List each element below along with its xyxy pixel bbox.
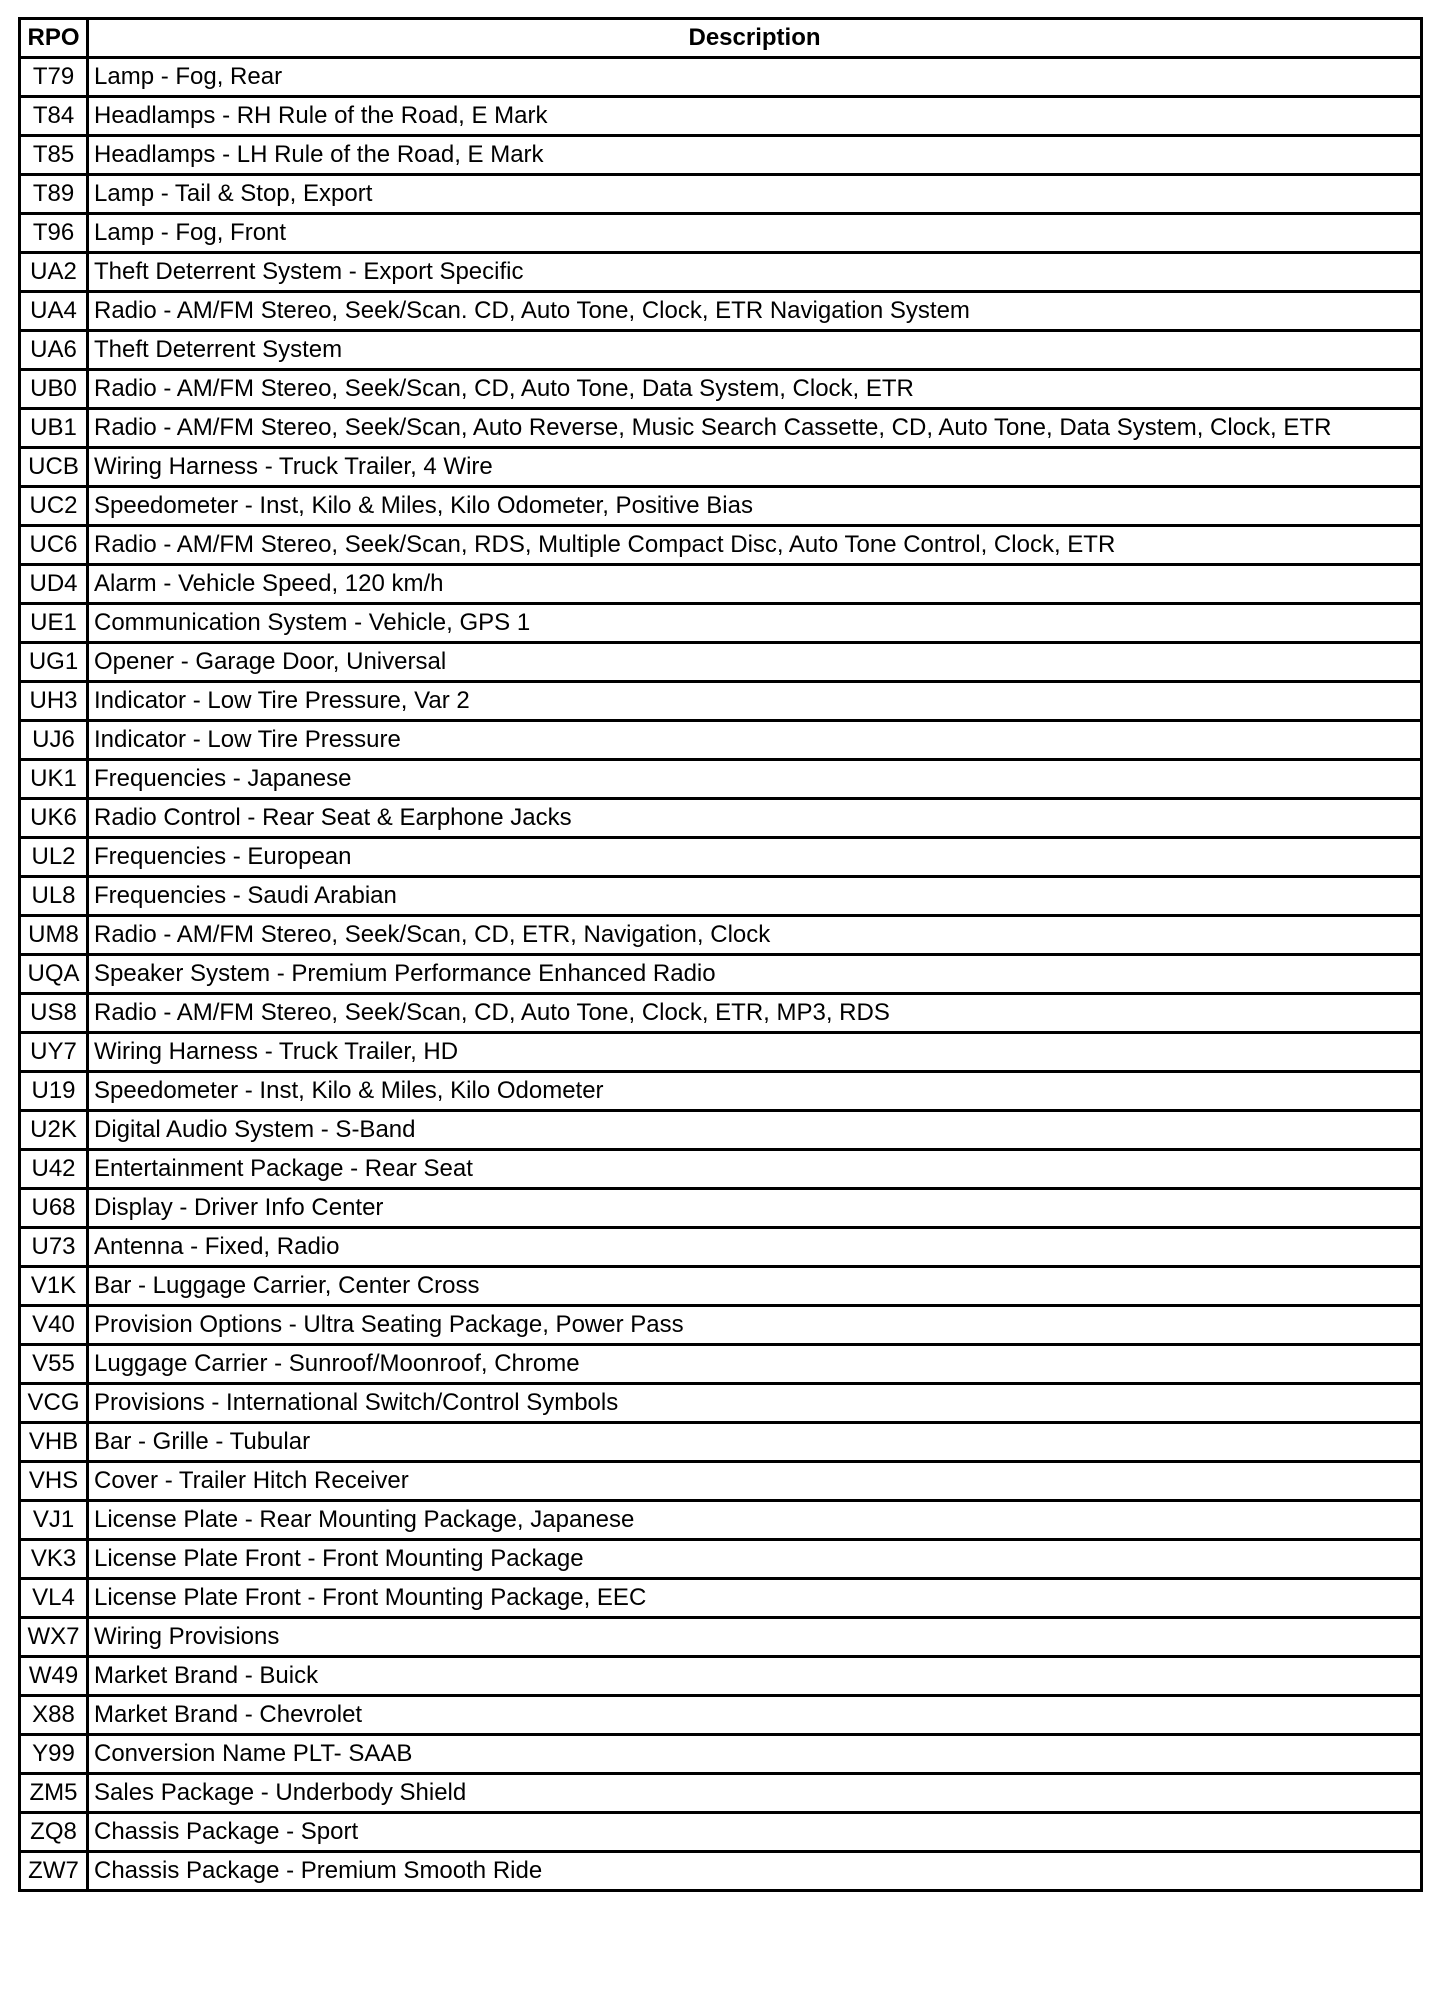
description-cell: Digital Audio System - S-Band [88, 1111, 1422, 1150]
table-row [20, 1072, 1422, 1111]
rpo-code-cell: UA6 [20, 331, 88, 370]
table-row [20, 799, 1422, 838]
description-cell: Indicator - Low Tire Pressure [88, 721, 1422, 760]
rpo-code-cell: U42 [20, 1150, 88, 1189]
table-row [20, 253, 1422, 292]
table-row [20, 682, 1422, 721]
description-cell: Speedometer - Inst, Kilo & Miles, Kilo Odometer, Positive Bias [88, 487, 1422, 526]
description-cell: Market Brand - Chevrolet [88, 1696, 1422, 1735]
rpo-code-cell: X88 [20, 1696, 88, 1735]
table-row [20, 1306, 1422, 1345]
table-row [20, 136, 1422, 175]
table-header [20, 19, 1422, 58]
table-row [20, 1657, 1422, 1696]
table-row [20, 1423, 1422, 1462]
rpo-code-cell: UG1 [20, 643, 88, 682]
description-cell: Theft Deterrent System - Export Specific [88, 253, 1422, 292]
table-row [20, 409, 1422, 448]
table-row [20, 331, 1422, 370]
description-cell: Speedometer - Inst, Kilo & Miles, Kilo Odometer [88, 1072, 1422, 1111]
description-cell: Luggage Carrier - Sunroof/Moonroof, Chrome [88, 1345, 1422, 1384]
rpo-code-cell: ZQ8 [20, 1813, 88, 1852]
description-cell: Radio - AM/FM Stereo, Seek/Scan, CD, ETR, Navigation, Clock [88, 916, 1422, 955]
rpo-code-cell: T84 [20, 97, 88, 136]
rpo-code-cell: UC6 [20, 526, 88, 565]
table-row [20, 916, 1422, 955]
description-cell: Lamp - Fog, Rear [88, 58, 1422, 97]
rpo-code-cell: UM8 [20, 916, 88, 955]
table-row [20, 1696, 1422, 1735]
description-cell: Frequencies - Japanese [88, 760, 1422, 799]
table-row [20, 1384, 1422, 1423]
description-cell: Radio - AM/FM Stereo, Seek/Scan, RDS, Multiple Compact Disc, Auto Tone Control, Clock, ETR [88, 526, 1422, 565]
rpo-code-cell: UY7 [20, 1033, 88, 1072]
rpo-code-cell: U2K [20, 1111, 88, 1150]
table-row [20, 526, 1422, 565]
rpo-code-cell: WX7 [20, 1618, 88, 1657]
rpo-code-cell: VHS [20, 1462, 88, 1501]
description-cell: License Plate Front - Front Mounting Package, EEC [88, 1579, 1422, 1618]
rpo-code-cell: UL2 [20, 838, 88, 877]
rpo-code-cell: UE1 [20, 604, 88, 643]
description-cell: Wiring Harness - Truck Trailer, 4 Wire [88, 448, 1422, 487]
table-row [20, 1462, 1422, 1501]
table-row [20, 1852, 1422, 1891]
description-cell: Radio - AM/FM Stereo, Seek/Scan, CD, Auto Tone, Clock, ETR, MP3, RDS [88, 994, 1422, 1033]
rpo-code-cell: UB0 [20, 370, 88, 409]
table-row [20, 994, 1422, 1033]
table-row [20, 1540, 1422, 1579]
table-row [20, 1618, 1422, 1657]
rpo-code-cell: UD4 [20, 565, 88, 604]
description-cell: Lamp - Fog, Front [88, 214, 1422, 253]
description-cell: Provision Options - Ultra Seating Package, Power Pass [88, 1306, 1422, 1345]
header-description: Description [88, 19, 1422, 58]
description-cell: Display - Driver Info Center [88, 1189, 1422, 1228]
table-row [20, 643, 1422, 682]
rpo-code-cell: VHB [20, 1423, 88, 1462]
table-row [20, 1150, 1422, 1189]
rpo-code-cell: Y99 [20, 1735, 88, 1774]
rpo-code-cell: UJ6 [20, 721, 88, 760]
rpo-code-cell: US8 [20, 994, 88, 1033]
table-body [20, 58, 1422, 1891]
description-cell: Lamp - Tail & Stop, Export [88, 175, 1422, 214]
rpo-code-cell: T79 [20, 58, 88, 97]
rpo-code-cell: V55 [20, 1345, 88, 1384]
rpo-code-cell: UCB [20, 448, 88, 487]
description-cell: Theft Deterrent System [88, 331, 1422, 370]
description-cell: Sales Package - Underbody Shield [88, 1774, 1422, 1813]
header-row [20, 19, 1422, 58]
table-row [20, 760, 1422, 799]
rpo-code-cell: UK1 [20, 760, 88, 799]
description-cell: Conversion Name PLT- SAAB [88, 1735, 1422, 1774]
table-row [20, 97, 1422, 136]
table-row [20, 1345, 1422, 1384]
rpo-code-cell: UH3 [20, 682, 88, 721]
description-cell: Entertainment Package - Rear Seat [88, 1150, 1422, 1189]
table-row [20, 448, 1422, 487]
rpo-code-cell: UC2 [20, 487, 88, 526]
rpo-code-cell: U68 [20, 1189, 88, 1228]
description-cell: Communication System - Vehicle, GPS 1 [88, 604, 1422, 643]
description-cell: Radio - AM/FM Stereo, Seek/Scan, Auto Reverse, Music Search Cassette, CD, Auto Tone, Data System, Clock, ETR [88, 409, 1422, 448]
table-row [20, 1111, 1422, 1150]
table-row [20, 565, 1422, 604]
table-row [20, 838, 1422, 877]
header-rpo: RPO [20, 19, 88, 58]
rpo-code-cell: UA2 [20, 253, 88, 292]
rpo-code-cell: UQA [20, 955, 88, 994]
rpo-code-cell: UB1 [20, 409, 88, 448]
description-cell: Wiring Harness - Truck Trailer, HD [88, 1033, 1422, 1072]
table-row [20, 604, 1422, 643]
rpo-code-cell: W49 [20, 1657, 88, 1696]
rpo-table [18, 17, 1423, 1892]
table-row [20, 370, 1422, 409]
rpo-code-cell: V40 [20, 1306, 88, 1345]
rpo-code-cell: ZW7 [20, 1852, 88, 1891]
rpo-code-cell: T85 [20, 136, 88, 175]
description-cell: Frequencies - European [88, 838, 1422, 877]
table-row [20, 1501, 1422, 1540]
description-cell: Alarm - Vehicle Speed, 120 km/h [88, 565, 1422, 604]
rpo-code-cell: T89 [20, 175, 88, 214]
table-row [20, 955, 1422, 994]
rpo-code-cell: U73 [20, 1228, 88, 1267]
rpo-code-cell: VK3 [20, 1540, 88, 1579]
table-row [20, 214, 1422, 253]
table-row [20, 1033, 1422, 1072]
rpo-code-cell: VCG [20, 1384, 88, 1423]
rpo-code-cell: UL8 [20, 877, 88, 916]
description-cell: Frequencies - Saudi Arabian [88, 877, 1422, 916]
description-cell: Headlamps - RH Rule of the Road, E Mark [88, 97, 1422, 136]
rpo-code-cell: VJ1 [20, 1501, 88, 1540]
description-cell: Bar - Luggage Carrier, Center Cross [88, 1267, 1422, 1306]
rpo-code-cell: T96 [20, 214, 88, 253]
description-cell: Radio - AM/FM Stereo, Seek/Scan. CD, Auto Tone, Clock, ETR Navigation System [88, 292, 1422, 331]
table-row [20, 1774, 1422, 1813]
description-cell: Speaker System - Premium Performance Enhanced Radio [88, 955, 1422, 994]
description-cell: Chassis Package - Premium Smooth Ride [88, 1852, 1422, 1891]
table-row [20, 1579, 1422, 1618]
rpo-code-cell: VL4 [20, 1579, 88, 1618]
description-cell: Opener - Garage Door, Universal [88, 643, 1422, 682]
description-cell: Provisions - International Switch/Control Symbols [88, 1384, 1422, 1423]
description-cell: Radio - AM/FM Stereo, Seek/Scan, CD, Auto Tone, Data System, Clock, ETR [88, 370, 1422, 409]
rpo-code-cell: UA4 [20, 292, 88, 331]
description-cell: Wiring Provisions [88, 1618, 1422, 1657]
description-cell: Radio Control - Rear Seat & Earphone Jacks [88, 799, 1422, 838]
table-row [20, 175, 1422, 214]
table-row [20, 1813, 1422, 1852]
rpo-code-cell: UK6 [20, 799, 88, 838]
description-cell: Chassis Package - Sport [88, 1813, 1422, 1852]
table-row [20, 58, 1422, 97]
description-cell: License Plate Front - Front Mounting Package [88, 1540, 1422, 1579]
description-cell: Indicator - Low Tire Pressure, Var 2 [88, 682, 1422, 721]
table-row [20, 721, 1422, 760]
table-row [20, 1228, 1422, 1267]
rpo-code-cell: U19 [20, 1072, 88, 1111]
description-cell: Market Brand - Buick [88, 1657, 1422, 1696]
rpo-code-cell: ZM5 [20, 1774, 88, 1813]
description-cell: Bar - Grille - Tubular [88, 1423, 1422, 1462]
table-row [20, 292, 1422, 331]
description-cell: Cover - Trailer Hitch Receiver [88, 1462, 1422, 1501]
table-row [20, 1189, 1422, 1228]
description-cell: Headlamps - LH Rule of the Road, E Mark [88, 136, 1422, 175]
table-row [20, 1267, 1422, 1306]
description-cell: License Plate - Rear Mounting Package, Japanese [88, 1501, 1422, 1540]
table-row [20, 877, 1422, 916]
table-row [20, 487, 1422, 526]
rpo-code-cell: V1K [20, 1267, 88, 1306]
description-cell: Antenna - Fixed, Radio [88, 1228, 1422, 1267]
table-row [20, 1735, 1422, 1774]
